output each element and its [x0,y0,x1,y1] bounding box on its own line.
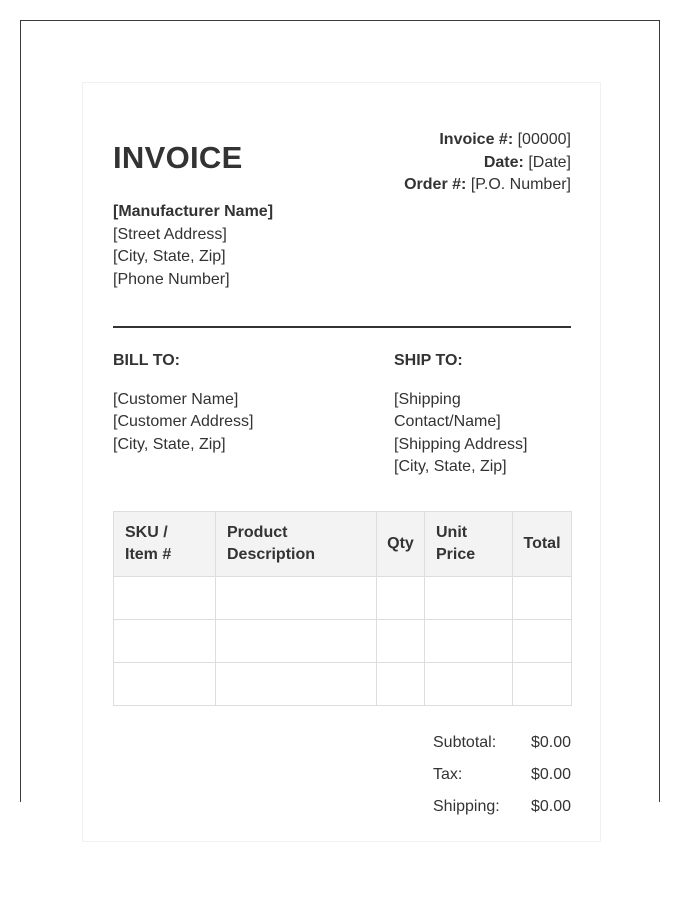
subtotal-row [433,733,571,765]
table-row [114,663,572,706]
ship-to-name: [Shipping Contact/Name] [394,390,501,430]
manufacturer-phone: [Phone Number] [113,270,230,288]
table-row [114,620,572,663]
order-number-value: [P.O. Number] [470,176,571,193]
ship-to-block [394,350,571,479]
table-header-row [114,512,572,577]
cell-sku [114,620,216,663]
invoice-number-line [404,129,571,152]
line-items-table [113,511,572,706]
tax-label: Tax: [433,766,463,783]
shipping-row [433,797,571,829]
cell-qty [377,577,425,620]
ship-to-city: [City, State, Zip] [394,458,507,475]
table-row [114,577,572,620]
header-unit-price: Unit Price [425,512,513,577]
order-number-label: Order #: [404,176,467,193]
header-qty: Qty [377,512,425,577]
document-viewport [20,20,660,815]
cell-sku [114,577,216,620]
subtotal-value: $0.00 [530,734,571,751]
bill-to-name: [Customer Name] [113,390,239,408]
ship-to-address: [Shipping Address] [394,435,528,453]
cell-qty [377,620,425,663]
invoice-number-label: Invoice #: [439,131,514,148]
invoice-number-value: [00000] [517,131,571,148]
ship-to-heading: SHIP TO: [394,352,463,369]
cell-total [513,577,572,620]
invoice-date-label: Date: [483,153,524,171]
bill-to-block [113,350,254,456]
cell-description [216,620,377,663]
tax-row [433,765,571,797]
invoice-meta [404,129,571,197]
invoice-title: INVOICE [113,140,243,175]
invoice-date-value: [Date] [528,153,571,171]
cell-description [216,663,377,706]
shipping-value: $0.00 [530,798,571,815]
invoice-date-line [404,152,571,175]
shipping-label: Shipping: [433,798,500,815]
header-divider [113,326,571,328]
manufacturer-city: [City, State, Zip] [113,248,226,265]
cell-sku [114,663,216,706]
invoice-sheet [82,82,601,842]
manufacturer-name: [Manufacturer Name] [113,203,274,220]
bill-to-heading: BILL TO: [113,352,180,369]
totals-block [433,733,571,829]
manufacturer-street: [Street Address] [113,225,227,243]
cell-qty [377,663,425,706]
tax-value: $0.00 [530,766,571,783]
cell-total [513,663,572,706]
cell-unit-price [425,620,513,663]
order-number-line [404,174,571,197]
cell-description [216,577,377,620]
header-total: Total [513,512,572,577]
subtotal-label: Subtotal: [433,734,497,751]
bill-to-address: [Customer Address] [113,413,254,430]
cell-unit-price [425,577,513,620]
bill-to-city: [City, State, Zip] [113,435,226,453]
cell-total [513,620,572,663]
cell-unit-price [425,663,513,706]
header-description: Product Description [216,512,377,577]
header-sku: SKU / Item # [114,512,216,577]
manufacturer-block [113,201,273,291]
